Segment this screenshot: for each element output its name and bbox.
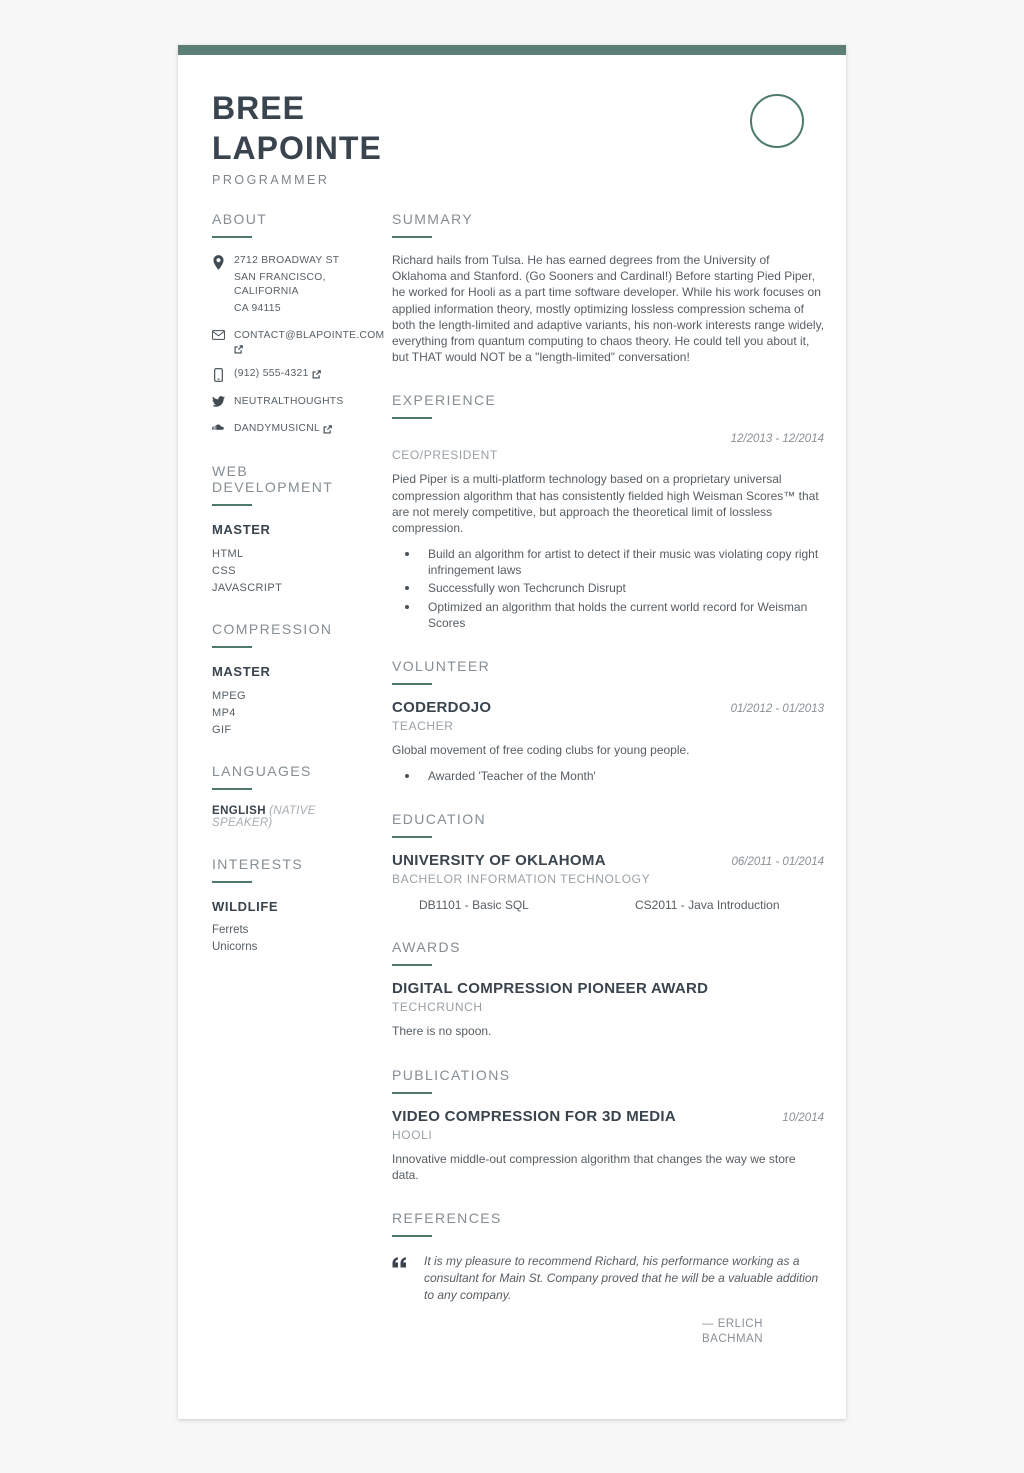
skill-heading: WEB DEVELOPMENT xyxy=(212,463,334,496)
heading-underline xyxy=(392,1092,432,1094)
references-section xyxy=(392,1210,824,1346)
award-issuer: TECHCRUNCH xyxy=(392,1000,483,1015)
interests-section xyxy=(212,856,370,953)
quote-icon xyxy=(392,1255,414,1303)
interest-item: Ferrets xyxy=(212,924,249,937)
heading-underline xyxy=(392,417,432,419)
experience-role: CEO/PRESIDENT xyxy=(392,448,498,463)
address-row xyxy=(212,254,370,316)
skill-item: MP4 xyxy=(212,707,236,720)
heading-underline xyxy=(212,881,252,883)
volunteer-bullet: Awarded 'Teacher of the Month' xyxy=(392,768,824,784)
twitter-row xyxy=(212,395,370,409)
heading-underline xyxy=(212,236,252,238)
main-column xyxy=(392,211,824,1373)
about-heading: ABOUT xyxy=(212,211,268,227)
interest-item: Unicorns xyxy=(212,941,258,954)
external-link-icon xyxy=(312,370,321,379)
volunteer-heading: VOLUNTEER xyxy=(392,658,491,674)
skill-level: MASTER xyxy=(212,522,271,538)
phone-link[interactable]: (912) 555-4321 xyxy=(234,368,309,380)
heading-underline xyxy=(212,504,252,506)
heading-underline xyxy=(392,1235,432,1237)
skill-level: MASTER xyxy=(212,664,271,680)
award-description: There is no spoon. xyxy=(392,1024,492,1039)
education-degree: BACHELOR INFORMATION TECHNOLOGY xyxy=(392,872,651,887)
publication-entry xyxy=(392,1108,824,1183)
language-row xyxy=(212,805,370,829)
references-heading: REFERENCES xyxy=(392,1209,502,1226)
experience-bullet: Build an algorithm for artist to detect if their music was violating copy right infringement laws xyxy=(392,546,824,578)
experience-heading: EXPERIENCE xyxy=(392,392,497,409)
reference-quote-text: It is my pleasure to recommend Richard, his performance working as a consultant for Main St. Company proved that he will be a valuable addition to any company. xyxy=(424,1253,819,1302)
email-row[interactable] xyxy=(212,329,385,355)
heading-underline xyxy=(212,646,252,648)
external-link-icon xyxy=(234,345,243,354)
mobile-icon xyxy=(212,368,225,382)
publication-title: VIDEO COMPRESSION FOR 3D MEDIA xyxy=(392,1107,677,1125)
experience-bullets xyxy=(392,546,824,631)
reference-attribution-text: — ERLICH BACHMAN xyxy=(702,1318,764,1345)
award-entry xyxy=(392,980,824,1039)
heading-underline xyxy=(392,964,432,966)
summary-section xyxy=(392,211,824,365)
address-text xyxy=(234,254,370,316)
resume-page xyxy=(178,45,846,1419)
heading-underline xyxy=(212,788,252,790)
publications-section xyxy=(392,1067,824,1183)
phone-row[interactable] xyxy=(212,367,370,382)
soundcloud-handle[interactable]: DANDYMUSICNL xyxy=(234,423,320,435)
resume-header xyxy=(212,55,824,187)
course-item: DB1101 - Basic SQL xyxy=(419,898,529,913)
reference-quote-block xyxy=(392,1253,824,1303)
heading-underline xyxy=(392,836,432,838)
skill-item: GIF xyxy=(212,724,232,737)
skill-item: CSS xyxy=(212,565,236,578)
interest-items xyxy=(212,924,370,953)
education-entry xyxy=(392,852,824,912)
address-line-2: SAN FRANCISCO, CALIFORNIA xyxy=(234,271,326,297)
language-note: (NATIVE SPEAKER) xyxy=(212,805,316,830)
experience-bullet: Successfully won Techcrunch Disrupt xyxy=(392,580,824,596)
skill-heading: COMPRESSION xyxy=(212,621,333,638)
education-heading: EDUCATION xyxy=(392,811,487,828)
volunteer-section xyxy=(392,658,824,784)
name-last: LAPOINTE xyxy=(212,130,382,166)
language-name: ENGLISH xyxy=(212,805,266,818)
twitter-icon xyxy=(212,396,225,407)
awards-heading: AWARDS xyxy=(392,939,461,956)
skill-section-web-development xyxy=(212,463,370,594)
volunteer-role: TEACHER xyxy=(392,719,454,733)
experience-section xyxy=(392,392,824,631)
about-section xyxy=(212,211,385,436)
publications-heading: PUBLICATIONS xyxy=(392,1066,511,1083)
map-marker-icon xyxy=(212,255,225,270)
skill-items xyxy=(212,548,370,594)
name-first: BREE xyxy=(212,90,305,126)
heading-underline xyxy=(392,236,432,238)
heading-underline xyxy=(392,683,432,685)
skill-item: JAVASCRIPT xyxy=(212,582,283,595)
skill-item: MPEG xyxy=(212,690,246,703)
envelope-icon xyxy=(212,330,225,340)
education-section xyxy=(392,811,824,912)
education-school: UNIVERSITY OF OKLAHOMA xyxy=(392,852,606,870)
email-link[interactable]: CONTACT@BLAPOINTE.COM xyxy=(234,329,385,341)
education-date: 06/2011 - 01/2014 xyxy=(731,856,824,869)
address-line-1: 2712 BROADWAY ST xyxy=(234,255,340,266)
award-title: DIGITAL COMPRESSION PIONEER AWARD xyxy=(392,980,709,998)
summary-text: Richard hails from Tulsa. He has earned degrees from the University of Oklahoma and Stanford. (Go Sooners and Cardinal!) Before starting Pied Piper, he worked for Hooli as a part time software developer. While his work focuses on applied information theory, mostly optimizing lossless compression schema of both the length-limited and adaptive variants, his non-work interests range widely, everything from quantum computing to chaos theory. He could tell you about it, but THAT would NOT be a "length-limited" conversation! xyxy=(392,253,825,365)
experience-description: Pied Piper is a multi-platform technology based on a proprietary universal compression algorithm that has consistently fielded high Weisman Scores™ that are not merely competitive, but approach the theoretical limit of lossless compression. xyxy=(392,472,819,535)
soundcloud-icon xyxy=(212,423,225,431)
course-item: CS2011 - Java Introduction xyxy=(635,898,780,913)
avatar xyxy=(750,94,804,148)
experience-date: 12/2013 - 12/2014 xyxy=(730,433,824,446)
course-list xyxy=(392,898,824,912)
reference-attribution xyxy=(392,1317,824,1346)
volunteer-bullets xyxy=(392,768,824,784)
publication-description: Innovative middle-out compression algorithm that changes the way we store data. xyxy=(392,1151,796,1182)
sidebar xyxy=(212,211,385,1373)
experience-entry xyxy=(392,433,824,631)
skill-item: HTML xyxy=(212,548,244,561)
publication-publisher: HOOLI xyxy=(392,1127,433,1142)
job-title: PROGRAMMER xyxy=(212,173,330,187)
interests-heading: INTERESTS xyxy=(212,856,304,873)
languages-section xyxy=(212,763,370,829)
volunteer-description: Global movement of free coding clubs for young people. xyxy=(392,743,690,757)
accent-top-bar xyxy=(178,45,846,55)
skill-section-compression xyxy=(212,621,370,736)
interest-category: WILDLIFE xyxy=(212,899,279,915)
name-block xyxy=(212,88,382,187)
volunteer-date: 01/2012 - 01/2013 xyxy=(730,703,824,715)
external-link-icon xyxy=(323,425,332,434)
soundcloud-row[interactable] xyxy=(212,422,370,436)
address-line-3: CA 94115 xyxy=(234,302,281,314)
twitter-handle: NEUTRALTHOUGHTS xyxy=(234,396,344,408)
skill-items xyxy=(212,690,370,736)
experience-bullet: Optimized an algorithm that holds the current world record for Weisman Scores xyxy=(392,599,824,631)
languages-heading: LANGUAGES xyxy=(212,763,312,780)
volunteer-org: CODERDOJO xyxy=(392,699,492,716)
summary-heading: SUMMARY xyxy=(392,211,474,227)
publication-date: 10/2014 xyxy=(782,1111,824,1124)
volunteer-entry xyxy=(392,699,824,784)
awards-section xyxy=(392,939,824,1039)
